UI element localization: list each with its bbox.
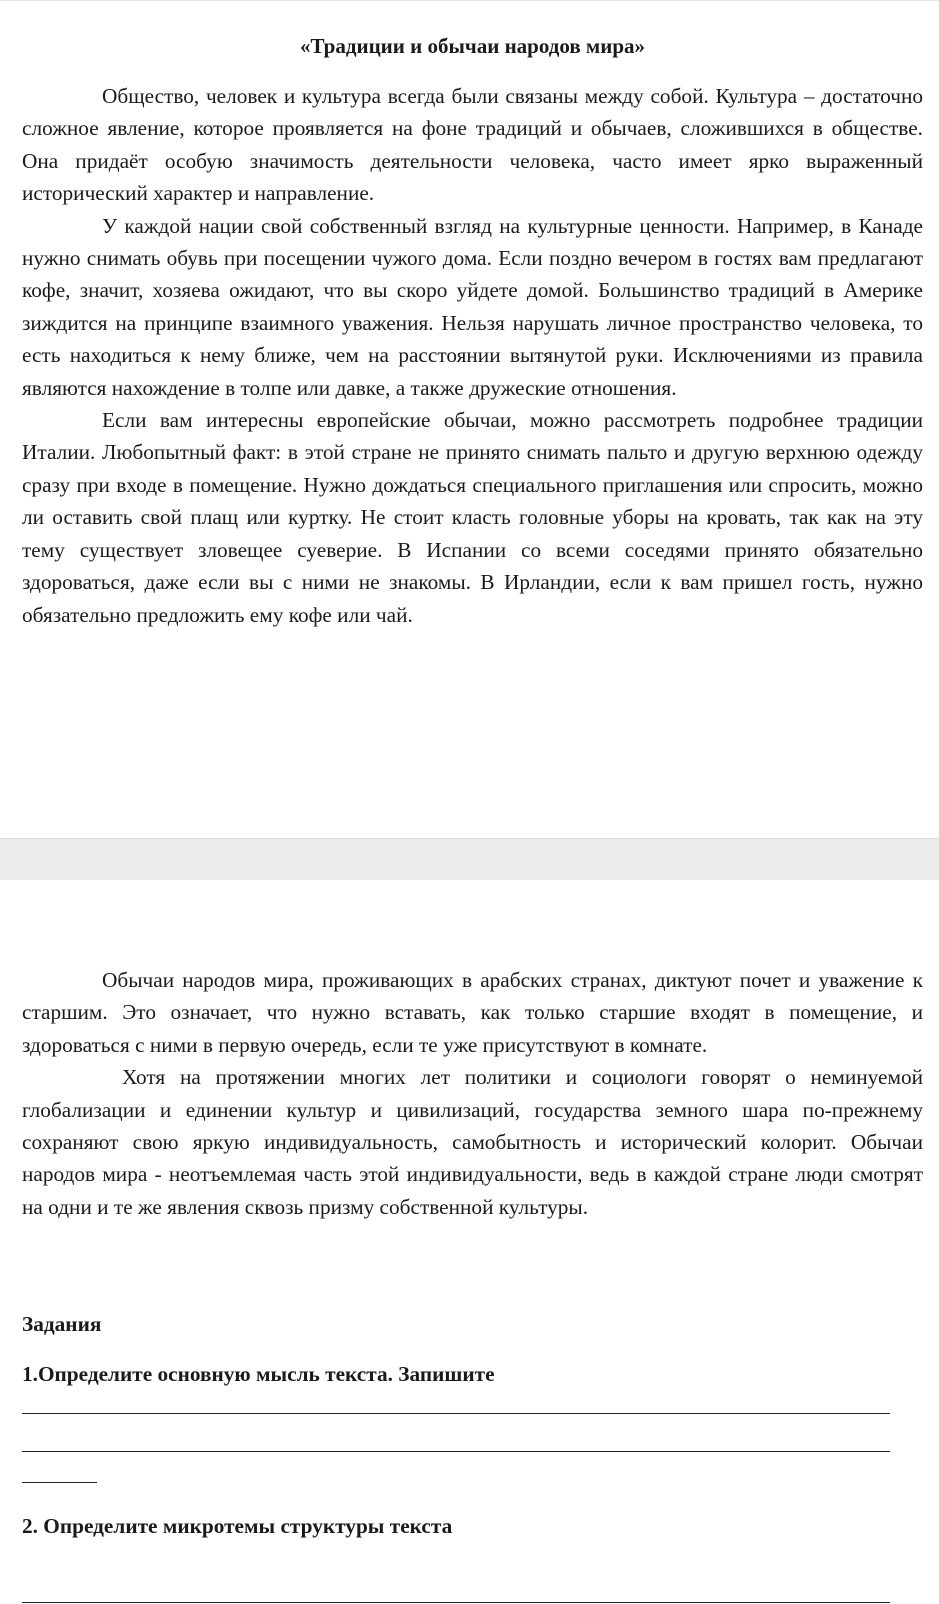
document-page-2 (0, 880, 939, 1604)
page-2-body (22, 964, 923, 1223)
task-1 (22, 1360, 923, 1388)
page-1-body (22, 80, 923, 631)
document-title: «Традиции и обычаи народов мира» (299, 34, 646, 58)
paragraph-intro: Общество, человек и культура всегда были связаны между собой. Культура – достаточно сложное явление, которое проявляется на фоне традиций и обычаев, сложившихся в обществе. Она придаёт особую значимость деятельности человека, часто имеет ярко выраженный исторический характер и направление. (22, 84, 923, 206)
answer-line-1[interactable] (22, 1413, 890, 1414)
tasks-heading: Задания (22, 1312, 102, 1336)
paragraph-arab: Обычаи народов мира, проживающих в арабских странах, диктуют почет и уважение к старшим. Это означает, что нужно вставать, как только старшие входят в помещение, и здороваться с ними в первую очередь, если те уже присутствуют в комнате. (22, 968, 923, 1057)
task-2-text: 2. Определите микротемы структуры текста (22, 1514, 453, 1538)
page-1-content (22, 32, 923, 60)
paragraph-europe: Если вам интересны европейские обычаи, можно рассмотреть подробнее традиции Италии. Любопытный факт: в этой стране не принято снимать пальто и другую верхнюю одежду сразу при входе в помещение. Нужно дождаться специального приглашения или спросить, можно ли оставить свой плащ или куртку. Не стоит класть головные уборы на кровать, так как на эту тему существует зловещее суеверие. В Испании со всеми соседями принято обязательно здороваться, даже если вы с ними не знакомы. В Ирландии, если к вам пришел гость, нужно обязательно предложить ему кофе или чай. (22, 408, 923, 627)
answer-line-4[interactable] (22, 1602, 890, 1603)
paragraph-nations: У каждой нации свой собственный взгляд на культурные ценности. Например, в Канаде нужно снимать обувь при посещении чужого дома. Если поздно вечером в гостях вам предлагают кофе, значит, хозяева ожидают, что вы скоро уйдете домой. Большинство традиций в Америке зиждится на принципе взаимного уважения. Нельзя нарушать личное пространство человека, то есть находиться к нему ближе, чем на расстоянии вытянутой руки. Исключениями из правила являются нахождение в толпе или давке, а также дружеские отношения. (22, 213, 923, 400)
answer-line-2[interactable] (22, 1451, 890, 1452)
tasks-section (22, 1310, 923, 1338)
answer-line-3[interactable] (22, 1482, 97, 1483)
page-separator (0, 838, 939, 882)
task-1-text: 1.Определите основную мысль текста. Запишите (22, 1362, 495, 1386)
paragraph-globalization: Хотя на протяжении многих лет политики и социологи говорят о неминуемой глобализации и единении культур и цивилизаций, государства земного шара по-прежнему сохраняют свою яркую индивидуальность, самобытность и исторический колорит. Обычаи народов мира - неотъемлемая часть этой индивидуальности, ведь в каждой стране люди смотрят на одни и те же явления сквозь призму собственной культуры. (22, 1065, 923, 1219)
task-2 (22, 1512, 923, 1540)
